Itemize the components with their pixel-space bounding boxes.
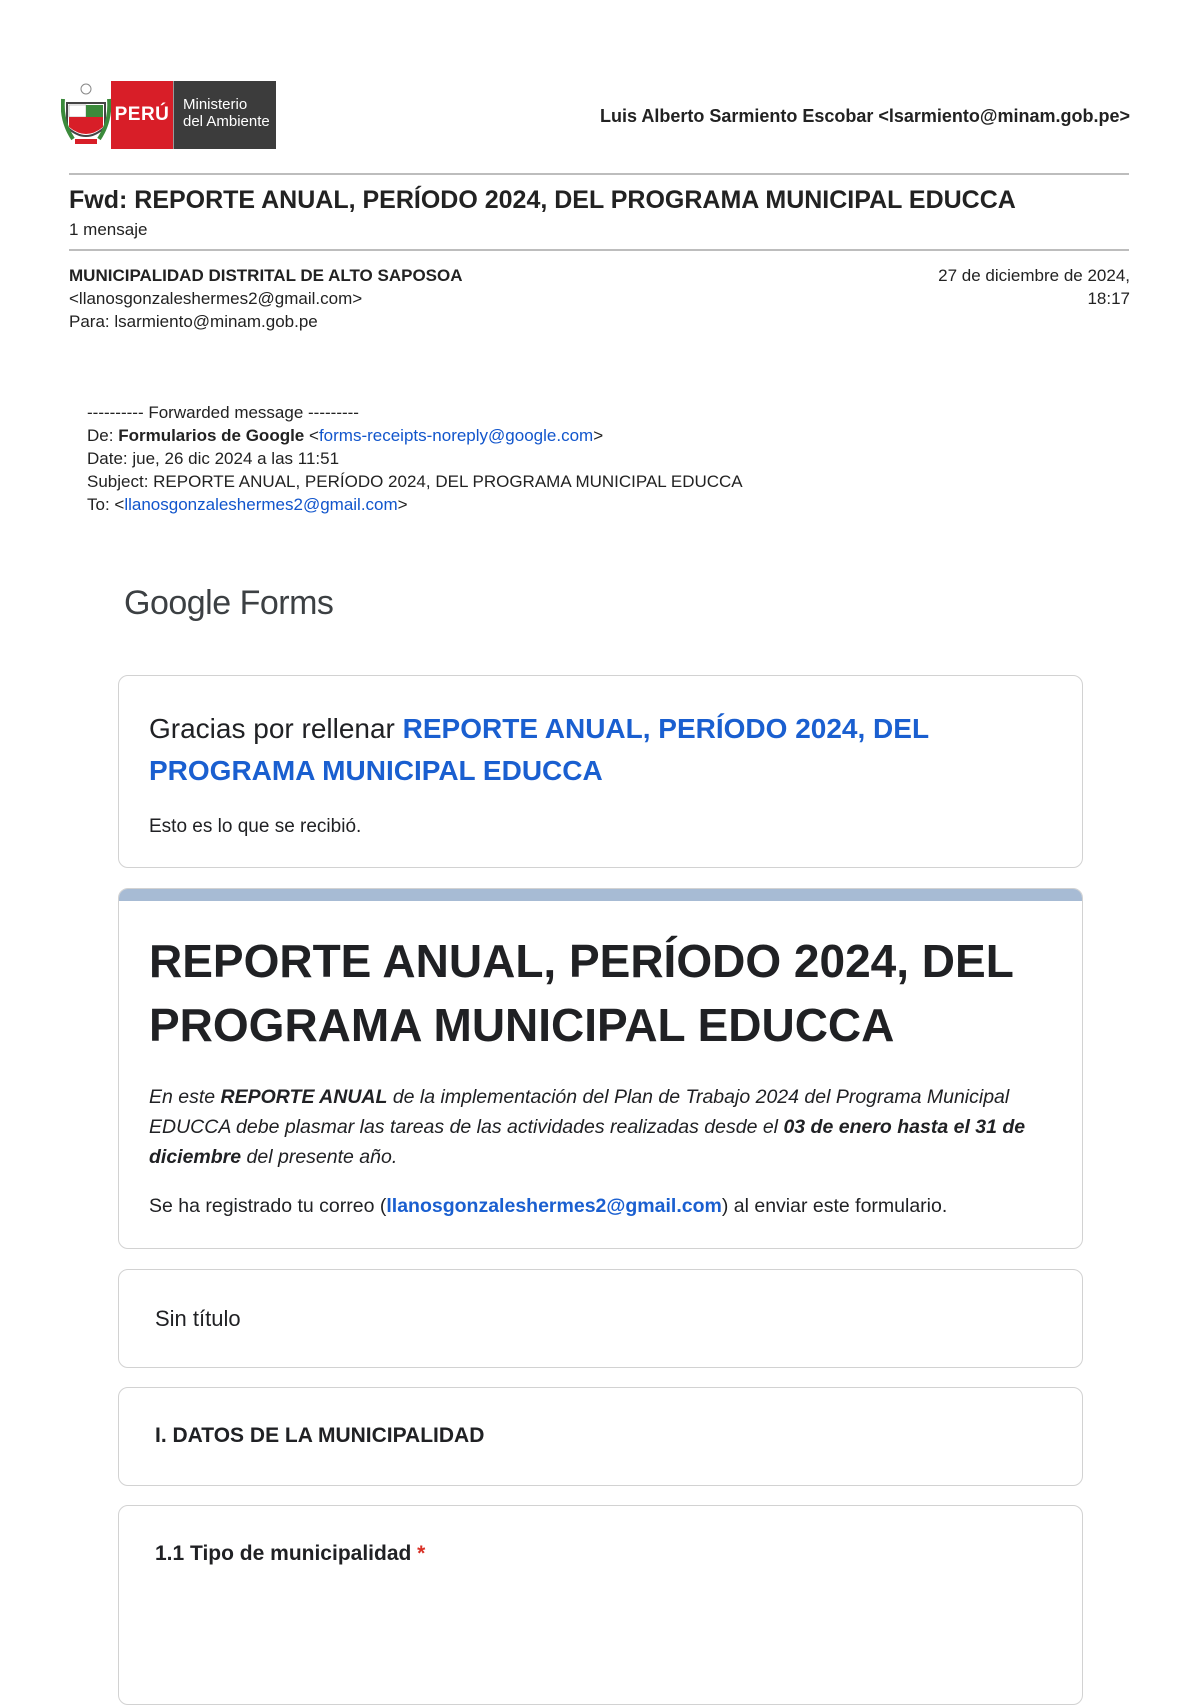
- registered-email-note: Se ha registrado tu correo (llanosgonzaleshermes2@gmail.com) al enviar este formulario.: [149, 1195, 948, 1217]
- section-municipality-card: [118, 1387, 1083, 1486]
- section-municipality-title: I. DATOS DE LA MUNICIPALIDAD: [155, 1424, 485, 1447]
- confirmation-card: [118, 675, 1083, 868]
- email-date: 27 de diciembre de 2024, 18:17: [938, 266, 1130, 308]
- thanks-message: Gracias por rellenar REPORTE ANUAL, PERÍODO 2024, DEL PROGRAMA MUNICIPAL EDUCCA: [149, 713, 929, 786]
- coat-of-arms-icon: [61, 81, 111, 149]
- form-header-card: [118, 888, 1083, 1249]
- question-title: 1.1 Tipo de municipalidad *: [155, 1542, 426, 1565]
- received-text: Esto es lo que se recibió.: [149, 816, 362, 837]
- sender-name: MUNICIPALIDAD DISTRITAL DE ALTO SAPOSOA: [69, 266, 463, 285]
- forwarded-header: [87, 401, 743, 516]
- message-count: 1 mensaje: [69, 220, 148, 239]
- section-untitled-title: Sin título: [155, 1306, 241, 1331]
- required-mark: *: [417, 1542, 426, 1565]
- header-divider: [69, 173, 1129, 175]
- email-subject: Fwd: REPORTE ANUAL, PERÍODO 2024, DEL PROGRAMA MUNICIPAL EDUCCA: [69, 186, 1016, 214]
- question-card: [118, 1505, 1083, 1705]
- forwarded-from-name: Formularios de Google: [118, 426, 305, 445]
- subject-divider: [69, 249, 1129, 251]
- forwarded-subject: Subject: REPORTE ANUAL, PERÍODO 2024, DEL PROGRAMA MUNICIPAL EDUCCA: [87, 472, 743, 491]
- account-header: Luis Alberto Sarmiento Escobar <lsarmiento@minam.gob.pe>: [599, 106, 1130, 126]
- form-description: En este REPORTE ANUAL de la implementación del Plan de Trabajo 2024 del Programa Municipal EDUCCA debe plasmar las tareas de las actividades realizadas desde el 03 de enero hasta el 31 de diciembre del presente año.: [149, 1086, 1026, 1168]
- forwarded-date: Date: jue, 26 dic 2024 a las 11:51: [87, 449, 340, 468]
- forwarded-to-email-link[interactable]: llanosgonzaleshermes2@gmail.com: [124, 495, 398, 514]
- form-title-link[interactable]: REPORTE ANUAL, PERÍODO 2024, DEL PROGRAMA MUNICIPAL EDUCCA: [149, 713, 929, 786]
- minam-logo: [61, 81, 276, 149]
- forwarded-from-email-link[interactable]: forms-receipts-noreply@google.com: [318, 426, 594, 445]
- sender-address: <llanosgonzaleshermes2@gmail.com>: [69, 289, 363, 308]
- form-accent-bar: [119, 889, 1082, 901]
- forwarded-separator: ---------- Forwarded message ---------: [87, 403, 359, 422]
- registered-email-link[interactable]: llanosgonzaleshermes2@gmail.com: [386, 1195, 722, 1217]
- google-forms-logo: Google Forms: [124, 584, 334, 622]
- ministry-label: Ministerio del Ambiente: [173, 81, 276, 149]
- forwarded-to: To: <llanosgonzaleshermes2@gmail.com>: [87, 495, 408, 514]
- form-title: REPORTE ANUAL, PERÍODO 2024, DEL PROGRAMA MUNICIPAL EDUCCA: [149, 935, 1013, 1051]
- forwarded-from: De: Formularios de Google <forms-receipts-noreply@google.com>: [87, 426, 604, 445]
- peru-label: PERÚ: [111, 81, 173, 149]
- recipient-line: Para: lsarmiento@minam.gob.pe: [69, 312, 318, 331]
- section-untitled-card: [118, 1269, 1083, 1368]
